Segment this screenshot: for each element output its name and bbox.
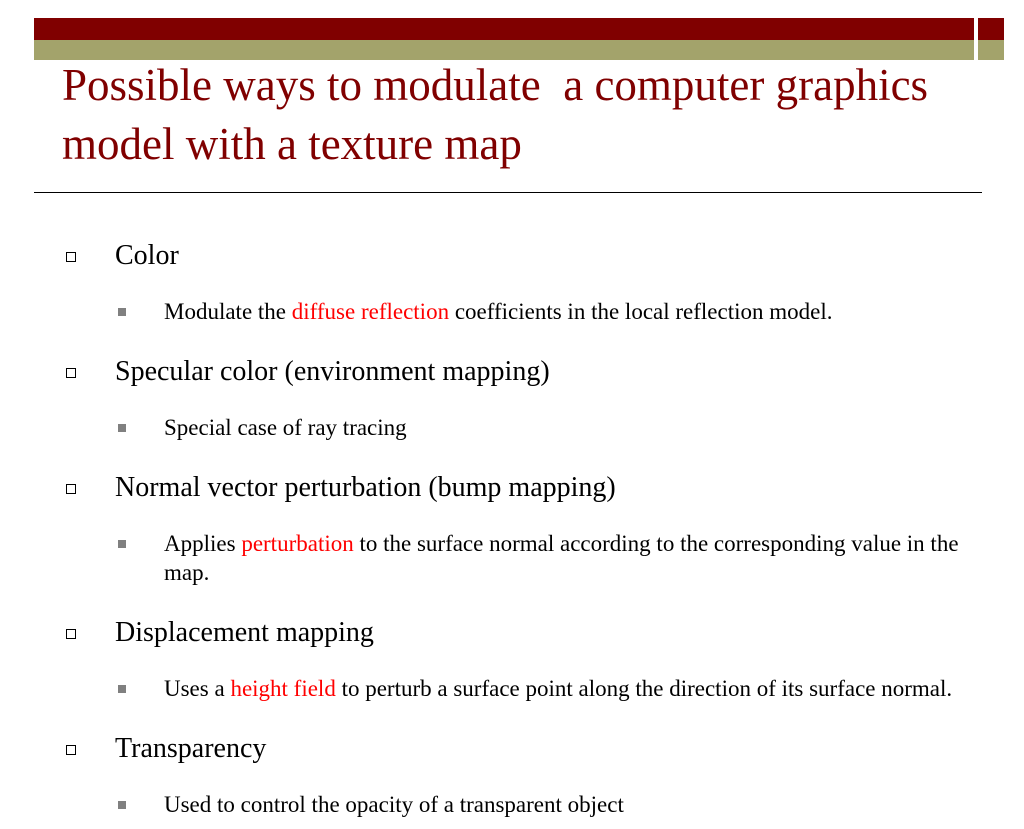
bullet-level1 — [0, 470, 1024, 506]
sub-bullet — [0, 413, 1024, 442]
corner-block-dark — [978, 18, 1004, 40]
filled-square-bullet-icon — [118, 801, 126, 809]
hollow-square-bullet-icon — [66, 629, 76, 639]
sub-bullet-text-after: coefficients in the local reflection model. — [449, 299, 833, 324]
sub-bullet-text: Modulate the — [164, 299, 292, 324]
bullet-text: Normal vector perturbation (bump mapping) — [115, 472, 616, 503]
bullet-level1 — [0, 354, 1024, 390]
hollow-square-bullet-icon — [66, 745, 76, 755]
bullet-item-specular — [0, 354, 1024, 442]
header-band-dark — [34, 18, 974, 40]
bullet-text: Color — [115, 240, 179, 271]
sub-bullet — [0, 297, 1024, 326]
highlight-text: perturbation — [241, 531, 354, 556]
hollow-square-bullet-icon — [66, 252, 76, 262]
bullet-level1 — [0, 615, 1024, 651]
highlight-text: diffuse reflection — [291, 299, 450, 324]
bullet-item-displacement — [0, 615, 1024, 703]
bullet-list — [0, 210, 1024, 829]
filled-square-bullet-icon — [118, 308, 126, 316]
sub-bullet-text-after: to perturb a surface point along the direction of its surface normal. — [335, 676, 953, 701]
sub-bullet-text: Applies — [164, 531, 242, 556]
sub-bullet-text-after: to the surface normal according to the corresponding value in the map. — [164, 531, 959, 585]
filled-square-bullet-icon — [118, 424, 126, 432]
hollow-square-bullet-icon — [66, 484, 76, 494]
bullet-level1 — [0, 238, 1024, 274]
filled-square-bullet-icon — [118, 685, 126, 693]
bullet-text: Displacement mapping — [115, 617, 374, 648]
sub-bullet-text: Used to control the opacity of a transparent object — [164, 792, 624, 817]
bullet-item-transparency — [0, 731, 1024, 819]
bullet-item-bump — [0, 470, 1024, 587]
title-divider — [34, 192, 982, 193]
filled-square-bullet-icon — [118, 540, 126, 548]
slide-title: Possible ways to modulate a computer graphics model with a texture map — [62, 60, 940, 169]
sub-bullet — [0, 674, 1024, 703]
highlight-text: height field — [230, 676, 336, 701]
bullet-item-color — [0, 238, 1024, 326]
bullet-text: Specular color (environment mapping) — [115, 356, 550, 387]
bullet-level1 — [0, 731, 1024, 767]
sub-bullet — [0, 790, 1024, 819]
sub-bullet — [0, 529, 1024, 587]
sub-bullet-text: Special case of ray tracing — [164, 415, 407, 440]
sub-bullet-text: Uses a — [164, 676, 231, 701]
hollow-square-bullet-icon — [66, 368, 76, 378]
bullet-text: Transparency — [115, 733, 267, 764]
